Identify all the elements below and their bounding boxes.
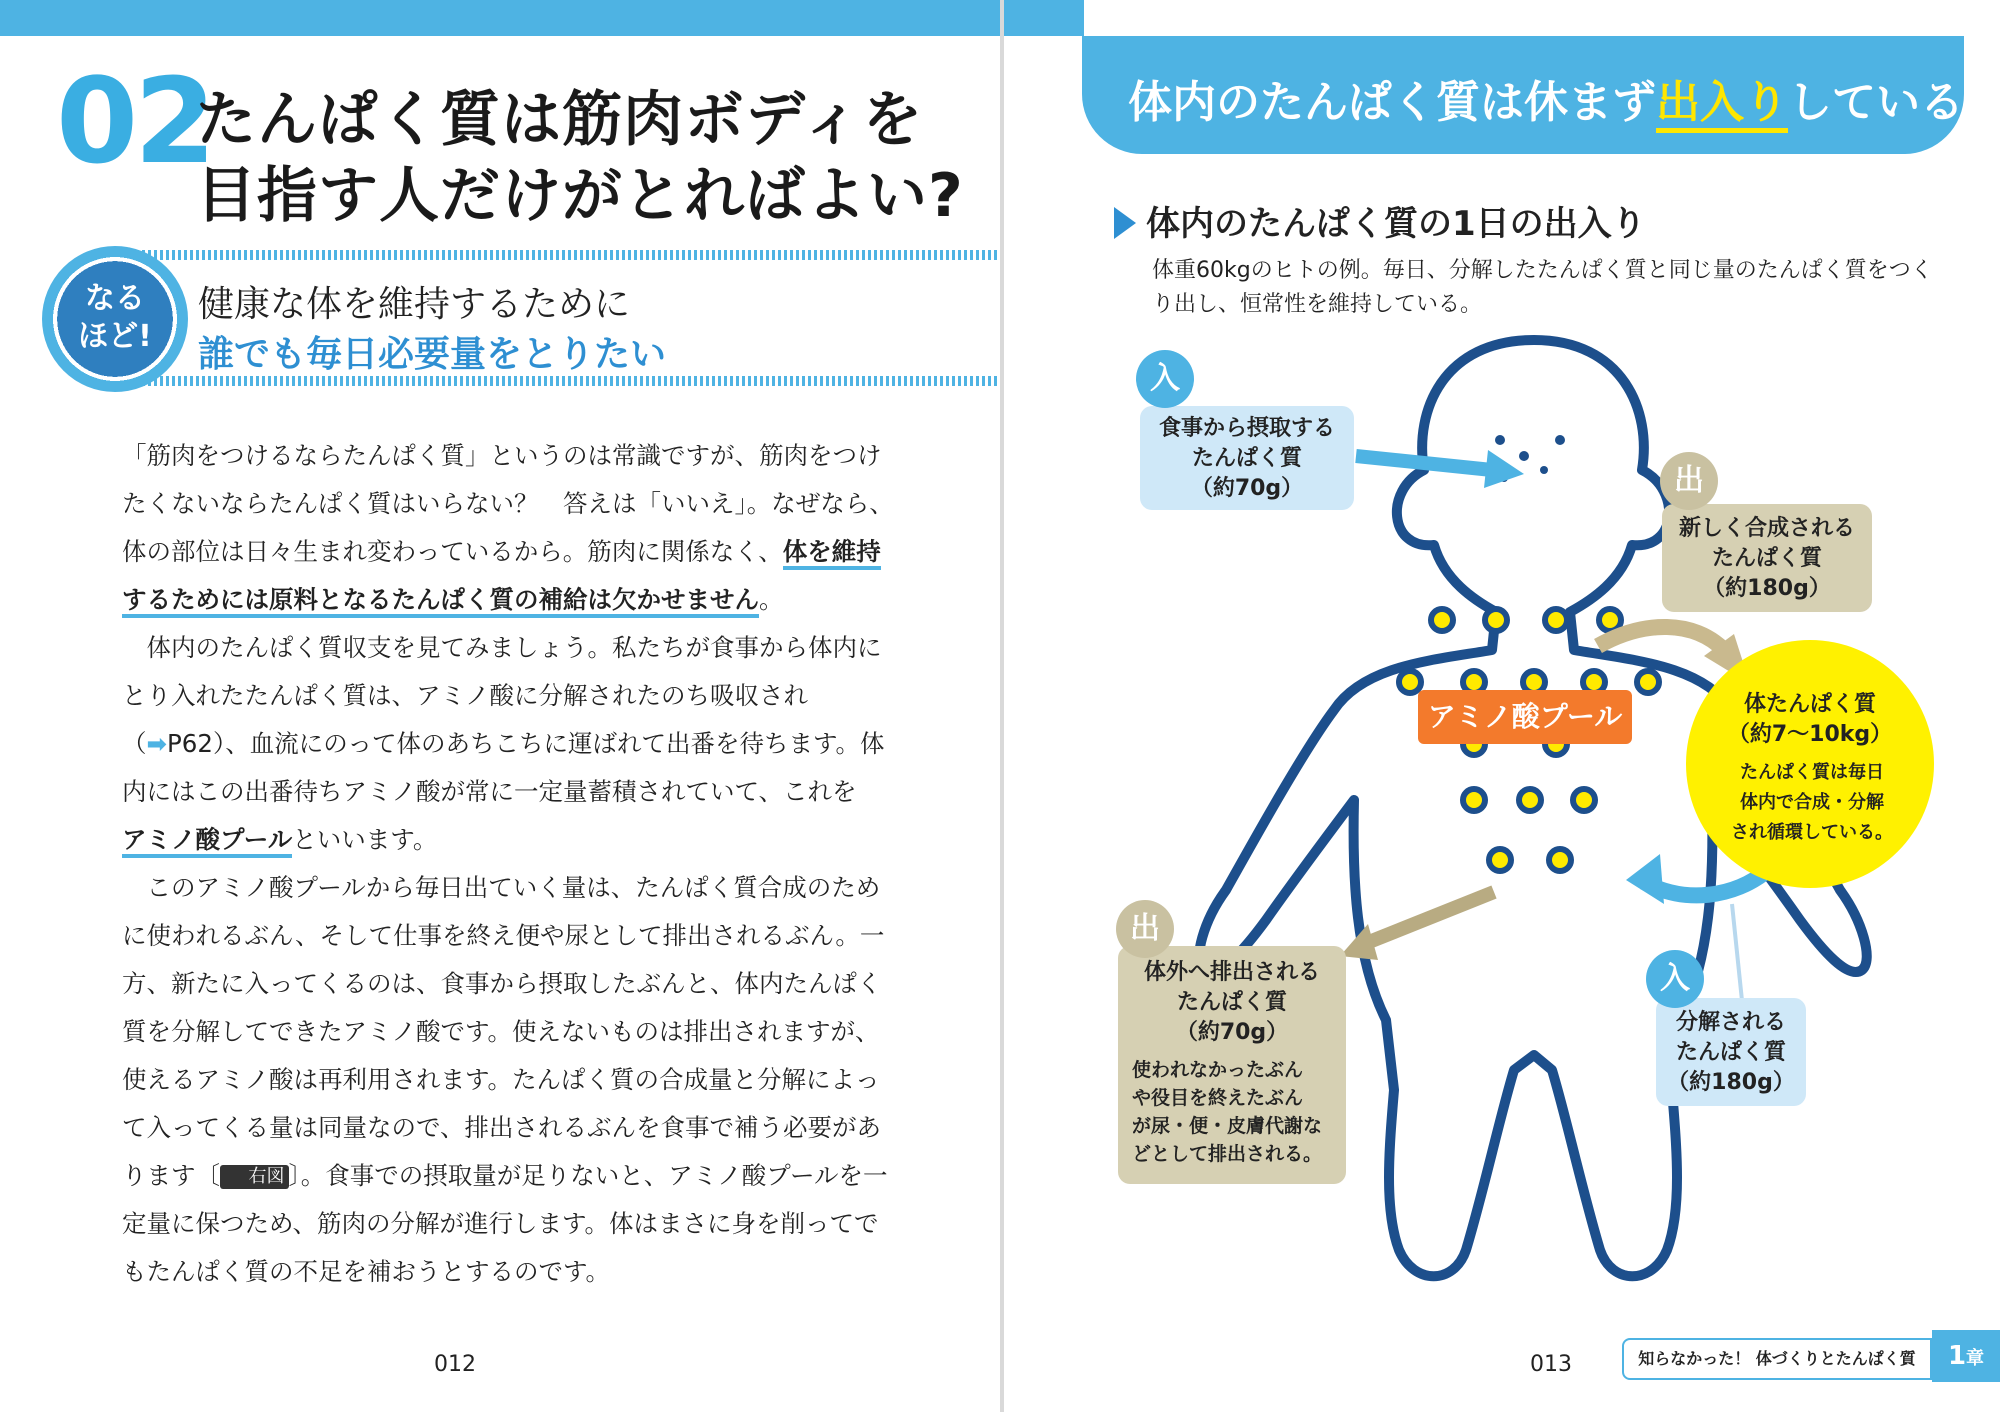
body-protein-title-line-1: 体たんぱく質 (1743, 692, 1876, 717)
naruhodo-subtitle-2: 誰でも毎日必要量をとりたい (198, 334, 667, 375)
amino-dot (1431, 609, 1453, 631)
excretion-box-desc (1118, 1056, 1346, 1168)
para2-text-b: P62）、血流にのって体のあちこちに運ばれて出番を待ちます。体内にはこの出番待ちアミノ酸が常に一定量蓄積されていて、これを (122, 729, 885, 806)
banner-highlight: 出入り (1656, 77, 1788, 133)
para3-text-b: 〕。食事での摂取量が足りないと、アミノ酸プールを一定量に保つため、筋肉の分解が進行します。体はまさに身を削ってでもたんぱく質の不足を補おうとするのです。 (122, 1161, 888, 1286)
right-top-bar (1004, 0, 1084, 36)
naruhodo-badge-text (42, 280, 188, 356)
chapter-number: 1 (1947, 1341, 1967, 1371)
decomposition-box-line-3: （約180g） (1667, 1070, 1795, 1095)
food-intake-box (1140, 406, 1354, 510)
para1-end: 。 (759, 585, 784, 614)
chapter-suffix: 章 (1966, 1348, 1985, 1369)
banner-text-b: している (1788, 77, 1964, 128)
body-protein-desc-line-3: され循環している。 (1731, 822, 1893, 843)
section-title (1114, 196, 1646, 245)
excretion-desc-line-4: どとして排出される。 (1132, 1143, 1323, 1165)
page-number-right: 013 (1530, 1352, 1572, 1377)
para2-text-c: といいます。 (292, 825, 438, 854)
body-protein-desc (1712, 758, 1912, 848)
para3-text-a: このアミノ酸プールから毎日出ていく量は、たんぱく質合成のために使われるぶん、そして仕事を終え便や尿として排出されるぶん。一方、新たに入ってくるのは、食事から摂取したぶんと、体内たんぱく質を分解してできたアミノ酸です。使えないものは排出されますが、使えるアミノ酸は再利用されます。たんぱく質の合成量と分解によって入ってくる量は同量なので、排出されるぶんを食事で補う必要があります〔 (122, 873, 885, 1190)
synthesis-arrow (1598, 627, 1724, 650)
para1-text: 「筋肉をつけるならたんぱく質」というのは常識ですが、筋肉をつけたくないならたんぱく質はいらない？ 答えは「いいえ」。なぜなら、体の部位は日々生まれ変わっているから。筋肉に関係なく、 (122, 441, 894, 566)
page-title-line-2: 目指す人だけがとればよい? (196, 161, 964, 231)
excretion-box (1118, 946, 1346, 1184)
decomposition-box (1656, 998, 1806, 1106)
face-dot (1540, 466, 1548, 474)
section-description: 体重60kgのヒトの例。毎日、分解したたんぱく質と同じ量のたんぱく質をつくり出し、恒常性を維持している。 (1152, 258, 1933, 317)
amino-dot (1489, 849, 1511, 871)
face-dot (1519, 451, 1529, 461)
amino-dot (1573, 789, 1595, 811)
page-title-line-1: たんぱく質は筋肉ボディを (196, 85, 924, 155)
amino-dot (1637, 671, 1659, 693)
face-dot (1555, 435, 1565, 445)
banner-text-a: 体内のたんぱく質は休まず (1128, 77, 1656, 128)
arrow-ref-icon: ➡ (146, 729, 168, 758)
amino-acid-pool-label: アミノ酸プール (1418, 690, 1632, 744)
stripe-top (130, 250, 1000, 260)
page-number-left: 012 (434, 1352, 476, 1377)
synthesis-box (1662, 504, 1872, 612)
excretion-desc-line-3: が尿・便・皮膚代謝な (1132, 1115, 1323, 1137)
paragraph-2 (122, 624, 902, 864)
synthesis-box-line-3: （約180g） (1703, 576, 1831, 601)
body-protein-desc-line-2: 体内で合成・分解 (1740, 792, 1884, 813)
header-banner-text (1128, 66, 1964, 130)
amino-dot (1549, 849, 1571, 871)
stripe-bottom (130, 376, 1000, 386)
amino-pool-term: アミノ酸プール (122, 825, 292, 858)
amino-dot (1599, 609, 1621, 631)
amino-dot (1545, 609, 1567, 631)
figure-ref-badge: 右図 (220, 1165, 289, 1189)
para2-text-a: 体内のたんぱく質収支を見てみましょう。私たちが食事から体内にとり入れたたんぱく質は、アミノ酸に分解されたのち吸収され（ (122, 633, 882, 758)
left-top-bar (0, 0, 1000, 36)
body-protein-desc-line-1: たんぱく質は毎日 (1740, 762, 1884, 783)
out-badge-synthesis: 出 (1660, 452, 1718, 510)
face-dot (1495, 435, 1505, 445)
naruhodo-badge-line-1: なる (85, 281, 145, 316)
section-number: 02 (56, 52, 213, 190)
chapter-badge (1932, 1330, 2000, 1382)
synthesis-box-line-1: 新しく合成される (1678, 516, 1855, 541)
paragraph-1 (122, 432, 902, 624)
triangle-marker-icon (1114, 207, 1136, 239)
excretion-desc-line-1: 使われなかったぶん (1132, 1059, 1304, 1081)
section-title-text: 体内のたんぱく質の1日の出入り (1146, 204, 1646, 244)
amino-dot (1463, 789, 1485, 811)
in-badge-food: 入 (1136, 350, 1194, 408)
decomposition-box-line-2: たんぱく質 (1675, 1040, 1786, 1065)
body-text (122, 432, 902, 1296)
naruhodo-subtitle-1: 健康な体を維持するために (198, 284, 631, 325)
food-box-line-2: たんぱく質 (1191, 446, 1302, 471)
body-protein-title-line-2: （約7〜10kg） (1727, 722, 1893, 747)
excretion-desc-line-2: や役目を終えたぶん (1132, 1087, 1304, 1109)
amino-dot (1399, 671, 1421, 693)
food-box-line-1: 食事から摂取する (1158, 416, 1335, 441)
amino-dot (1519, 789, 1541, 811)
excretion-box-line-2: たんぱく質 (1176, 990, 1287, 1015)
out-badge-excretion: 出 (1116, 900, 1174, 958)
naruhodo-badge-line-2: ほど! (78, 319, 152, 354)
in-badge-decomposition: 入 (1646, 950, 1704, 1008)
body-protein-title (1686, 690, 1934, 750)
food-box-line-3: （約70g） (1190, 476, 1304, 501)
paragraph-3 (122, 864, 902, 1296)
footer-chapter-tag: 知らなかった！ 体づくりとたんぱく質 (1622, 1338, 1932, 1380)
excretion-box-line-3: （約70g） (1175, 1020, 1289, 1045)
excretion-box-line-1: 体外へ排出される (1143, 960, 1320, 985)
para1-underlined: 体を維持するためには原料となるたんぱく質の補給は欠かせません (122, 537, 881, 618)
amino-dot (1485, 609, 1507, 631)
decomposition-box-line-1: 分解される (1675, 1010, 1786, 1035)
synthesis-box-line-2: たんぱく質 (1711, 546, 1822, 571)
